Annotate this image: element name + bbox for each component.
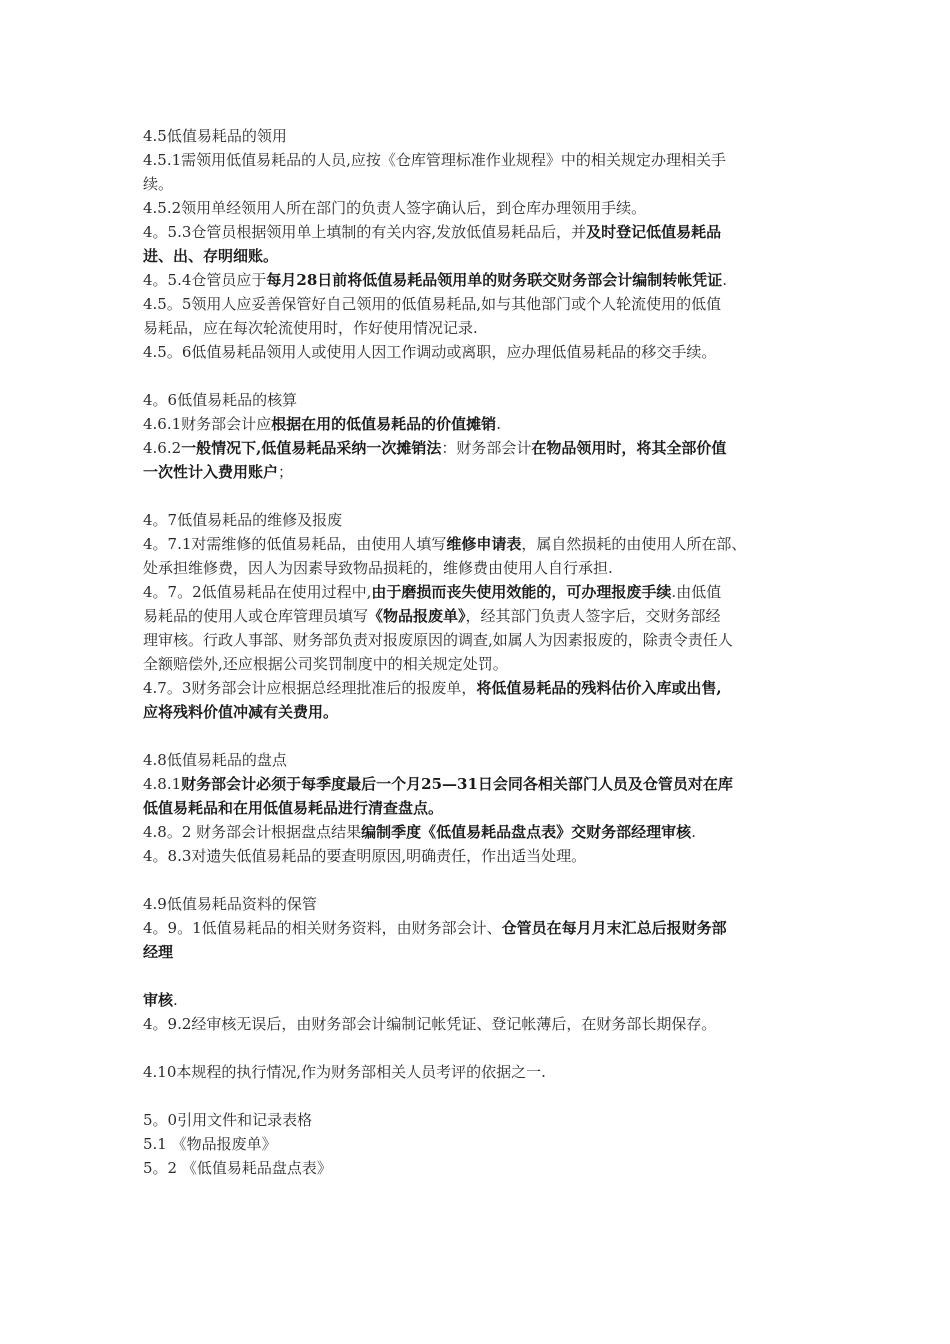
paragraph-4-8-2: 4.8。2 财务部会计根据盘点结果编制季度《低值易耗品盘点表》交财务部经理审核. bbox=[143, 823, 696, 841]
paragraph-4-9-1: 4。9。1低值易耗品的相关财务资料，由财务部会计、仓管员在每月月末汇总后报财务部 bbox=[143, 919, 727, 937]
section-heading-5-0: 5。0引用文件和记录表格 bbox=[143, 1111, 313, 1129]
paragraph-4-7-2: 4。7。2低值易耗品在使用过程中,由于磨损而丧失使用效能的，可办理报废手续.由低值 bbox=[143, 583, 722, 601]
paragraph-4-7-1: 4。7.1对需维修的低值易耗品，由使用人填写维修申请表，属自然损耗的由使用人所在部、 bbox=[143, 535, 747, 553]
paragraph-4-5-3-cont: 进、出、存明细账。 bbox=[143, 247, 279, 265]
section-heading-4-5: 4.5低值易耗品的领用 bbox=[143, 127, 287, 145]
paragraph-4-7-2-cont3: 全额赔偿外,还应根据公司奖罚制度中的相关规定处罚。 bbox=[143, 655, 508, 673]
document-page bbox=[143, 124, 823, 1180]
paragraph-4-10: 4.10本规程的执行情况,作为财务部相关人员考评的依据之一. bbox=[143, 1063, 546, 1081]
paragraph-4-7-3: 4.7。3财务部会计应根据总经理批准后的报废单，将低值易耗品的残料估价入库或出售, bbox=[143, 679, 722, 697]
paragraph-4-5-4: 4。5.4仓管员应于每月28日前将低值易耗品领用单的财务联交财务部会计编制转帐凭证. bbox=[143, 271, 728, 289]
paragraph-4-6-2-cont: 一次性计入费用账户； bbox=[143, 463, 294, 481]
paragraph-4-5-6: 4.5。6低值易耗品领用人或使用人因工作调动或离职，应办理低值易耗品的移交手续。 bbox=[143, 343, 717, 361]
paragraph-4-6-2: 4.6.2一般情况下,低值易耗品采纳一次摊销法：财务部会计在物品领用时，将其全部价值 bbox=[143, 439, 727, 457]
section-heading-4-9: 4.9低值易耗品资料的保管 bbox=[143, 895, 317, 913]
reference-item-5-2: 5。2 《低值易耗品盘点表》 bbox=[143, 1159, 332, 1177]
paragraph-4-5-1-cont: 续。 bbox=[143, 175, 174, 193]
paragraph-4-5-5: 4.5。5领用人应妥善保管好自己领用的低值易耗品,如与其他部门或个人轮流使用的低值 bbox=[143, 295, 722, 313]
reference-item-5-1: 5.1 《物品报废单》 bbox=[143, 1135, 277, 1153]
paragraph-4-5-5-cont: 易耗品，应在每次轮流使用时，作好使用情况记录. bbox=[143, 319, 478, 337]
paragraph-4-7-2-cont2: 理审核。行政人事部、财务部负责对报废原因的调查,如属人为因素报废的，除责令责任人 bbox=[143, 631, 733, 649]
paragraph-4-7-3-cont: 应将残料价值冲减有关费用。 bbox=[143, 703, 339, 721]
paragraph-4-8-3: 4。8.3对遗失低值易耗品的要查明原因,明确责任，作出适当处理。 bbox=[143, 847, 587, 865]
paragraph-4-5-3: 4。5.3仓管员根据领用单上填制的有关内容,发放低值易耗品后，并及时登记低值易耗品 bbox=[143, 223, 722, 241]
paragraph-4-9-2: 4。9.2经审核无误后，由财务部会计编制记帐凭证、登记帐薄后，在财务部长期保存。 bbox=[143, 1015, 717, 1033]
paragraph-4-9-1-cont2: 审核. bbox=[143, 991, 178, 1009]
section-heading-4-8: 4.8低值易耗品的盘点 bbox=[143, 751, 287, 769]
paragraph-4-9-1-cont: 经理 bbox=[143, 943, 174, 961]
paragraph-4-5-2: 4.5.2领用单经领用人所在部门的负责人签字确认后，到仓库办理领用手续。 bbox=[143, 199, 647, 217]
section-heading-4-6: 4。6低值易耗品的核算 bbox=[143, 391, 298, 409]
section-heading-4-7: 4。7低值易耗品的维修及报废 bbox=[143, 511, 343, 529]
paragraph-4-7-2-cont: 易耗品的使用人或仓库管理员填写《物品报废单》，经其部门负责人签字后，交财务部经 bbox=[143, 607, 721, 625]
paragraph-4-7-1-cont: 处承担维修费，因人为因素导致物品损耗的，维修费由使用人自行承担. bbox=[143, 559, 613, 577]
paragraph-4-6-1: 4.6.1财务部会计应根据在用的低值易耗品的价值摊销. bbox=[143, 415, 501, 433]
paragraph-4-8-1-cont: 低值易耗品和在用低值易耗品进行清查盘点。 bbox=[143, 799, 444, 817]
paragraph-4-8-1: 4.8.1财务部会计必须于每季度最后一个月25—31日会同各相关部门人员及仓管员对在库 bbox=[143, 775, 733, 793]
paragraph-4-5-1: 4.5.1需领用低值易耗品的人员,应按《仓库管理标准作业规程》中的相关规定办理相关手 bbox=[143, 151, 726, 169]
